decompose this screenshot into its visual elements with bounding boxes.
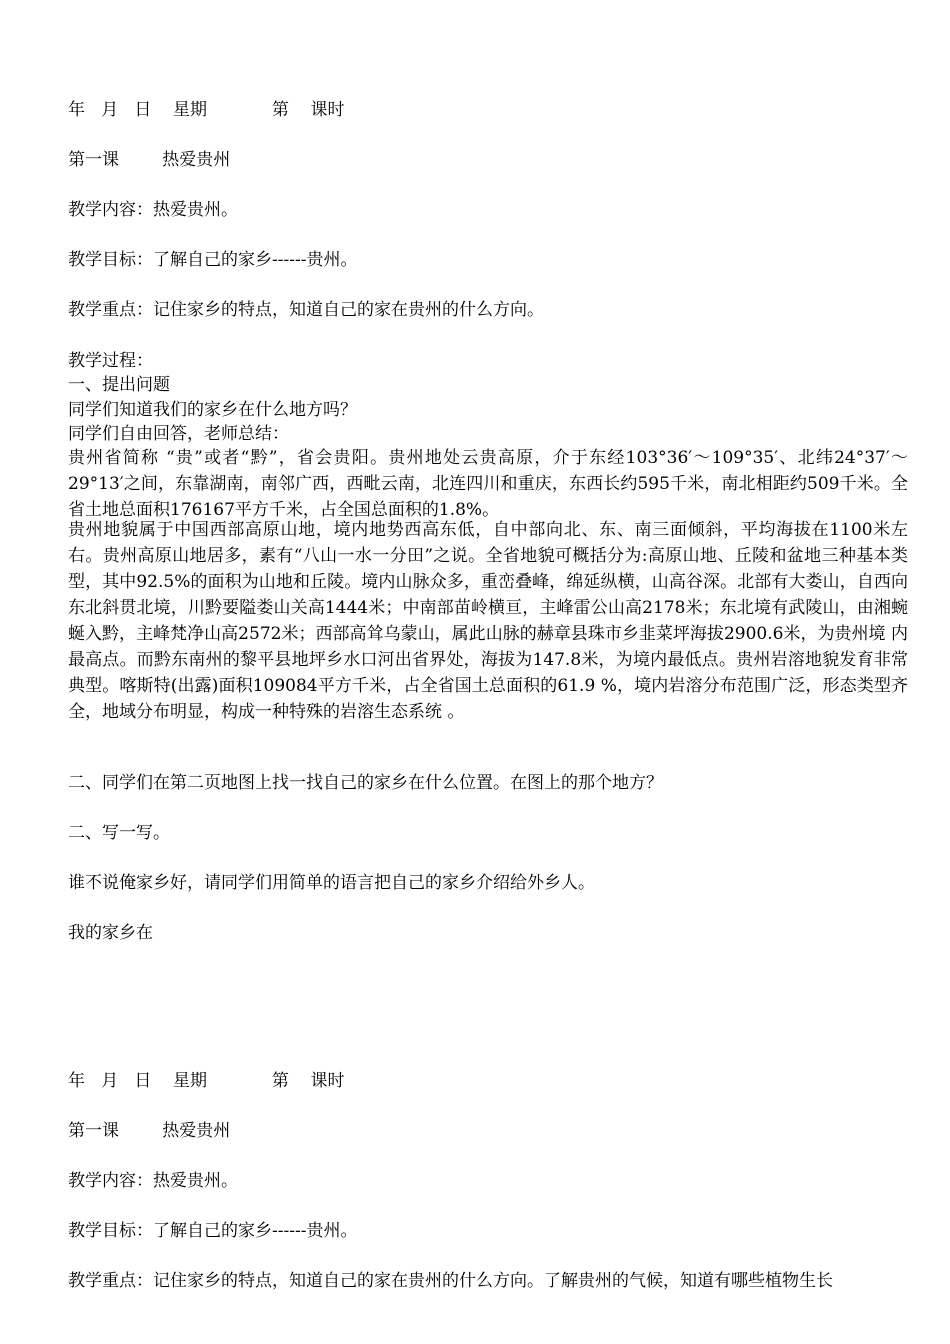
guizhou-terrain-paragraph: 贵州地貌属于中国西部高原山地，境内地势西高东低，自中部向北、东、南三面倾斜，平均海拔在1100米左右。贵州高原山地居多，素有“八山一水一分田”之说。全省地貌可概括分为:高原山地、丘陵和盆地三种基本类型，其中92.5%的面积为山地和丘陵。境内山脉众多，重峦叠峰，绵延纵横，山高谷深。北部有大娄山，自西向东北斜贯北境，川黔要隘娄山关高1444米；中南部苗岭横亘，主峰雷公山高2178米；东北境有武陵山，由湘蜿蜒入黔，主峰梵净山高2572米；西部高耸乌蒙山，属此山脉的赫章县珠市乡韭菜坪海拔2900.6米，为贵州境 内最高点。而黔东南州的黎平县地坪乡水口河出省界处，海拔为147.8米，为境内最低点。贵州岩溶地貌发育非常典型。喀斯特(出露)面积109084平方千米，占全省国土总面积的61.9 %，境内岩溶分布范围广泛，形态类型齐全，地域分布明显，构成一种特殊的岩溶生态系统 。	[68, 520, 908, 722]
answer-intro: 同学们自由回答，老师总结：	[68, 424, 289, 444]
lesson-header: 年 月 日 星期 第 课时	[68, 100, 345, 120]
teaching-focus: 教学重点：记住家乡的特点，知道自己的家在贵州的什么方向。	[68, 300, 544, 320]
writing-start: 我的家乡在	[68, 923, 153, 943]
question-text: 同学们知道我们的家乡在什么地方吗？	[68, 400, 357, 420]
teaching-goal-2: 教学目标：了解自己的家乡------贵州。	[68, 1221, 358, 1241]
teaching-focus-2: 教学重点：记住家乡的特点，知道自己的家在贵州的什么方向。了解贵州的气候，知道有哪些植物生长	[68, 1271, 833, 1291]
writing-prompt: 谁不说俺家乡好，请同学们用简单的语言把自己的家乡介绍给外乡人。	[68, 873, 595, 893]
teaching-content-2: 教学内容：热爱贵州。	[68, 1171, 238, 1191]
process-title: 教学过程：	[68, 351, 153, 371]
step-two: 二、同学们在第二页地图上找一找自己的家乡在什么位置。在图上的那个地方？	[68, 773, 663, 793]
lesson-header-2: 年 月 日 星期 第 课时	[68, 1071, 345, 1091]
teaching-content: 教学内容：热爱贵州。	[68, 200, 238, 220]
lesson-title-2: 第一课 热爱贵州	[68, 1121, 231, 1141]
guizhou-overview-paragraph: 贵州省简称 “贵”或者“黔”，省会贵阳。贵州地处云贵高原，介于东经103°36′～109°35′、北纬24°37′～29°13′之间，东靠湖南，南邻广西，西毗云南，北连四川和重庆，东西长约595千米，南北相距约509千米。全省土地总面积176167平方千米，占全国总面积的1.8%。	[68, 448, 908, 520]
lesson-title: 第一课 热爱贵州	[68, 150, 231, 170]
teaching-goal: 教学目标：了解自己的家乡------贵州。	[68, 250, 358, 270]
step-three: 二、写一写。	[68, 823, 170, 843]
step-one: 一、提出问题	[68, 375, 170, 395]
